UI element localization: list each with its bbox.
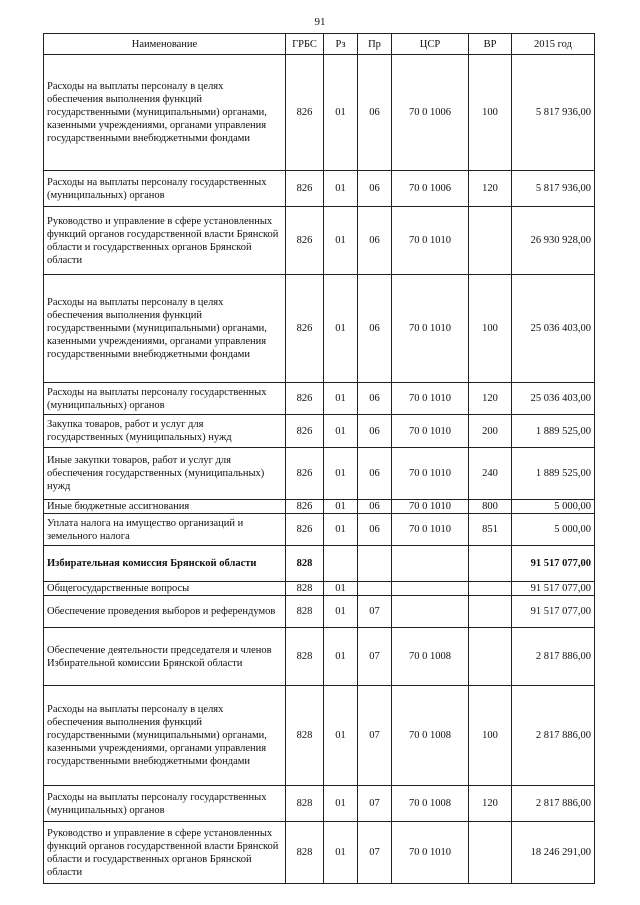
cell-vr (469, 628, 512, 686)
cell-amount: 25 036 403,00 (512, 383, 595, 415)
cell-csr: 70 0 1008 (392, 686, 469, 786)
cell-amount: 5 817 936,00 (512, 55, 595, 171)
cell-name: Расходы на выплаты персоналу государственных (муниципальных) органов (44, 383, 286, 415)
cell-vr: 100 (469, 55, 512, 171)
cell-pr (358, 546, 392, 582)
cell-amount: 91 517 077,00 (512, 582, 595, 596)
cell-amount: 1 889 525,00 (512, 448, 595, 500)
cell-rz: 01 (324, 275, 358, 383)
header-grbs: ГРБС (286, 34, 324, 55)
table-header-row (44, 34, 595, 55)
table-row (44, 822, 595, 884)
cell-pr: 06 (358, 415, 392, 448)
cell-name: Иные бюджетные ассигнования (44, 500, 286, 514)
cell-name: Расходы на выплаты персоналу государственных (муниципальных) органов (44, 171, 286, 207)
cell-vr: 240 (469, 448, 512, 500)
budget-table (43, 33, 595, 884)
cell-csr: 70 0 1010 (392, 500, 469, 514)
cell-grbs: 828 (286, 546, 324, 582)
table-row (44, 275, 595, 383)
cell-grbs: 826 (286, 207, 324, 275)
cell-grbs: 826 (286, 415, 324, 448)
cell-name: Руководство и управление в сфере установленных функций органов государственной власти Брянской области и государственных органов Брянской области (44, 207, 286, 275)
cell-name: Избирательная комиссия Брянской области (44, 546, 286, 582)
cell-rz: 01 (324, 596, 358, 628)
cell-rz: 01 (324, 686, 358, 786)
cell-amount: 25 036 403,00 (512, 275, 595, 383)
cell-name: Иные закупки товаров, работ и услуг для обеспечения государственных (муниципальных) нужд (44, 448, 286, 500)
page-number: 91 (314, 16, 326, 28)
table-row (44, 55, 595, 171)
table-row (44, 500, 595, 514)
cell-amount: 91 517 077,00 (512, 596, 595, 628)
cell-name: Руководство и управление в сфере установленных функций органов государственной власти Брянской области и государственных органов Брянской области (44, 822, 286, 884)
cell-grbs: 828 (286, 822, 324, 884)
cell-pr: 07 (358, 596, 392, 628)
cell-csr: 70 0 1010 (392, 383, 469, 415)
cell-vr: 100 (469, 275, 512, 383)
cell-csr (392, 596, 469, 628)
cell-rz: 01 (324, 514, 358, 546)
cell-pr: 06 (358, 55, 392, 171)
cell-vr: 100 (469, 686, 512, 786)
cell-name: Расходы на выплаты персоналу в целях обеспечения выполнения функций государственными (муниципальными) органами, казенными учреждениями, органами управления государственными внебюджетными фондами (44, 55, 286, 171)
cell-rz: 01 (324, 628, 358, 686)
cell-vr: 120 (469, 786, 512, 822)
cell-amount: 2 817 886,00 (512, 786, 595, 822)
cell-name: Уплата налога на имущество организаций и земельного налога (44, 514, 286, 546)
cell-rz: 01 (324, 171, 358, 207)
cell-pr: 07 (358, 822, 392, 884)
cell-rz: 01 (324, 415, 358, 448)
cell-vr (469, 546, 512, 582)
cell-csr: 70 0 1010 (392, 275, 469, 383)
cell-rz: 01 (324, 207, 358, 275)
table-row (44, 207, 595, 275)
table-row (44, 596, 595, 628)
cell-pr: 06 (358, 514, 392, 546)
cell-csr: 70 0 1006 (392, 55, 469, 171)
cell-grbs: 828 (286, 786, 324, 822)
table-row (44, 415, 595, 448)
table-body (44, 55, 595, 884)
cell-pr: 06 (358, 275, 392, 383)
table-row (44, 171, 595, 207)
cell-rz: 01 (324, 448, 358, 500)
table-row (44, 514, 595, 546)
cell-amount: 26 930 928,00 (512, 207, 595, 275)
header-pr: Пр (358, 34, 392, 55)
cell-grbs: 826 (286, 171, 324, 207)
cell-csr: 70 0 1008 (392, 628, 469, 686)
cell-csr (392, 546, 469, 582)
cell-grbs: 828 (286, 582, 324, 596)
cell-rz: 01 (324, 582, 358, 596)
cell-grbs: 828 (286, 628, 324, 686)
cell-grbs: 826 (286, 275, 324, 383)
header-year-2015: 2015 год (512, 34, 595, 55)
cell-csr: 70 0 1010 (392, 448, 469, 500)
cell-pr: 06 (358, 171, 392, 207)
cell-vr: 120 (469, 171, 512, 207)
cell-name: Обеспечение проведения выборов и референдумов (44, 596, 286, 628)
cell-amount: 5 000,00 (512, 514, 595, 546)
table-row (44, 686, 595, 786)
table-row (44, 546, 595, 582)
cell-rz (324, 546, 358, 582)
cell-amount: 5 817 936,00 (512, 171, 595, 207)
cell-name: Обеспечение деятельности председателя и членов Избирательной комиссии Брянской области (44, 628, 286, 686)
cell-csr: 70 0 1010 (392, 415, 469, 448)
table-row (44, 582, 595, 596)
cell-amount: 5 000,00 (512, 500, 595, 514)
cell-grbs: 826 (286, 448, 324, 500)
cell-grbs: 826 (286, 514, 324, 546)
cell-grbs: 826 (286, 383, 324, 415)
cell-rz: 01 (324, 822, 358, 884)
cell-vr (469, 596, 512, 628)
cell-pr: 06 (358, 207, 392, 275)
cell-pr: 06 (358, 383, 392, 415)
cell-csr: 70 0 1010 (392, 514, 469, 546)
cell-grbs: 828 (286, 686, 324, 786)
cell-grbs: 828 (286, 596, 324, 628)
header-vr: ВР (469, 34, 512, 55)
header-rz: Рз (324, 34, 358, 55)
cell-grbs: 826 (286, 500, 324, 514)
cell-amount: 2 817 886,00 (512, 628, 595, 686)
cell-name: Расходы на выплаты персоналу государственных (муниципальных) органов (44, 786, 286, 822)
cell-rz: 01 (324, 786, 358, 822)
table-row (44, 448, 595, 500)
cell-rz: 01 (324, 500, 358, 514)
cell-csr: 70 0 1006 (392, 171, 469, 207)
cell-pr: 07 (358, 686, 392, 786)
cell-amount: 18 246 291,00 (512, 822, 595, 884)
cell-vr: 200 (469, 415, 512, 448)
table-row (44, 383, 595, 415)
cell-vr (469, 822, 512, 884)
cell-amount: 1 889 525,00 (512, 415, 595, 448)
cell-grbs: 826 (286, 55, 324, 171)
cell-vr: 120 (469, 383, 512, 415)
cell-vr (469, 582, 512, 596)
cell-vr: 800 (469, 500, 512, 514)
cell-pr (358, 582, 392, 596)
cell-csr: 70 0 1010 (392, 822, 469, 884)
cell-name: Расходы на выплаты персоналу в целях обеспечения выполнения функций государственными (муниципальными) органами, казенными учреждениями, органами управления государственными внебюджетными фондами (44, 275, 286, 383)
cell-csr (392, 582, 469, 596)
cell-rz: 01 (324, 383, 358, 415)
cell-pr: 07 (358, 786, 392, 822)
cell-vr (469, 207, 512, 275)
cell-name: Расходы на выплаты персоналу в целях обеспечения выполнения функций государственными (муниципальными) органами, казенными учреждениями, органами управления государственными внебюджетными фондами (44, 686, 286, 786)
cell-amount: 91 517 077,00 (512, 546, 595, 582)
cell-amount: 2 817 886,00 (512, 686, 595, 786)
cell-name: Закупка товаров, работ и услуг для государственных (муниципальных) нужд (44, 415, 286, 448)
table-row (44, 786, 595, 822)
cell-pr: 06 (358, 448, 392, 500)
cell-pr: 06 (358, 500, 392, 514)
header-csr: ЦСР (392, 34, 469, 55)
table-row (44, 628, 595, 686)
header-name: Наименование (44, 34, 286, 55)
cell-name: Общегосударственные вопросы (44, 582, 286, 596)
cell-csr: 70 0 1010 (392, 207, 469, 275)
cell-vr: 851 (469, 514, 512, 546)
cell-csr: 70 0 1008 (392, 786, 469, 822)
cell-rz: 01 (324, 55, 358, 171)
cell-pr: 07 (358, 628, 392, 686)
